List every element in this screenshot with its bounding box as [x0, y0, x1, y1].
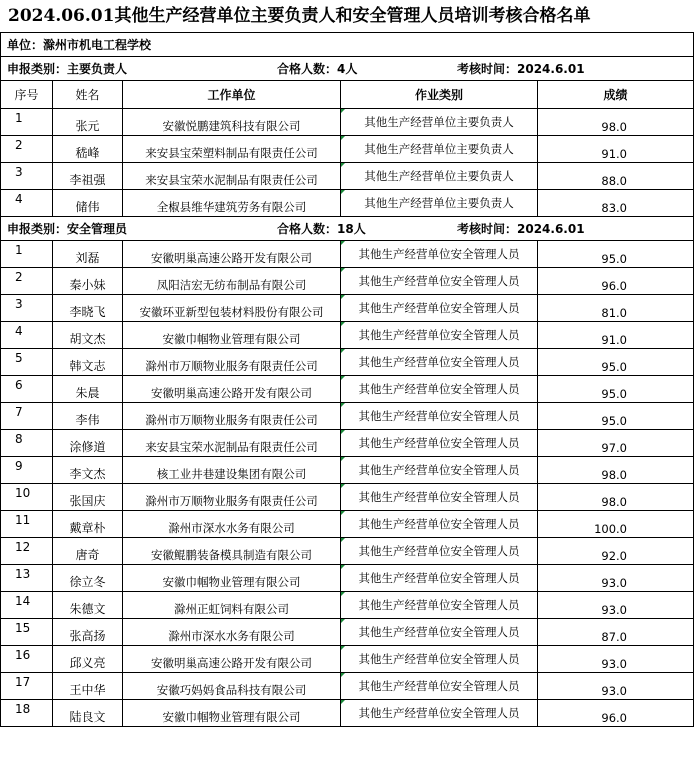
table-row [1, 592, 694, 619]
name-cell: 胡文杰 [53, 322, 123, 349]
table-row [1, 376, 694, 403]
score-cell: 93.0 [538, 565, 694, 592]
score-cell: 98.0 [538, 484, 694, 511]
seq-cell: 18 [1, 700, 53, 727]
table-row [1, 403, 694, 430]
table-row [1, 646, 694, 673]
name-cell: 徐立冬 [53, 565, 123, 592]
job-cell: 其他生产经营单位安全管理人员 [341, 484, 538, 511]
job-cell: 其他生产经营单位安全管理人员 [341, 241, 538, 268]
job-cell: 其他生产经营单位安全管理人员 [341, 565, 538, 592]
org-cell: 来安县宝荣水泥制品有限责任公司 [123, 430, 341, 457]
job-cell: 其他生产经营单位安全管理人员 [341, 592, 538, 619]
seq-cell: 4 [1, 190, 53, 217]
org-cell: 安徽巧妈妈食品科技有限公司 [123, 673, 341, 700]
roster-table [0, 32, 694, 727]
score-cell: 91.0 [538, 322, 694, 349]
passed-count: 合格人数：18人 [277, 222, 366, 236]
table-row [1, 349, 694, 376]
job-cell: 其他生产经营单位安全管理人员 [341, 403, 538, 430]
name-cell: 李晓飞 [53, 295, 123, 322]
name-cell: 李祖强 [53, 163, 123, 190]
score-cell: 95.0 [538, 376, 694, 403]
org-cell: 安徽鲲鹏装备模具制造有限公司 [123, 538, 341, 565]
org-cell: 安徽环亚新型包装材料股份有限公司 [123, 295, 341, 322]
roster-body [1, 33, 694, 727]
name-cell: 秦小妹 [53, 268, 123, 295]
job-cell: 其他生产经营单位安全管理人员 [341, 376, 538, 403]
seq-cell: 13 [1, 565, 53, 592]
table-row [1, 457, 694, 484]
table-row [1, 136, 694, 163]
org-cell: 滁州正虹饲料有限公司 [123, 592, 341, 619]
org-cell: 安徽巾帼物业管理有限公司 [123, 700, 341, 727]
name-cell: 韩文志 [53, 349, 123, 376]
org-cell: 凤阳洁宏无纺布制品有限公司 [123, 268, 341, 295]
org-cell: 安徽明巢高速公路开发有限公司 [123, 376, 341, 403]
name-cell: 张高扬 [53, 619, 123, 646]
seq-cell: 3 [1, 295, 53, 322]
org-cell: 安徽明巢高速公路开发有限公司 [123, 646, 341, 673]
table-row [1, 673, 694, 700]
job-cell: 其他生产经营单位安全管理人员 [341, 349, 538, 376]
table-row [1, 109, 694, 136]
name-cell: 李文杰 [53, 457, 123, 484]
job-cell: 其他生产经营单位安全管理人员 [341, 619, 538, 646]
score-cell: 81.0 [538, 295, 694, 322]
name-cell: 朱德文 [53, 592, 123, 619]
category-cell [1, 57, 694, 81]
header-job: 作业类别 [341, 81, 538, 109]
score-cell: 83.0 [538, 190, 694, 217]
score-cell: 93.0 [538, 646, 694, 673]
seq-cell: 16 [1, 646, 53, 673]
category-row [1, 57, 694, 81]
name-cell: 朱晨 [53, 376, 123, 403]
seq-cell: 1 [1, 109, 53, 136]
header-name: 姓名 [53, 81, 123, 109]
table-row [1, 619, 694, 646]
job-cell: 其他生产经营单位安全管理人员 [341, 295, 538, 322]
org-cell: 安徽明巢高速公路开发有限公司 [123, 241, 341, 268]
seq-cell: 4 [1, 322, 53, 349]
table-row [1, 484, 694, 511]
table-row [1, 511, 694, 538]
job-cell: 其他生产经营单位安全管理人员 [341, 538, 538, 565]
org-cell: 安徽悦鹏建筑科技有限公司 [123, 109, 341, 136]
score-cell: 100.0 [538, 511, 694, 538]
name-cell: 刘磊 [53, 241, 123, 268]
org-cell: 核工业井巷建设集团有限公司 [123, 457, 341, 484]
table-row [1, 163, 694, 190]
name-cell: 李伟 [53, 403, 123, 430]
seq-cell: 9 [1, 457, 53, 484]
seq-cell: 15 [1, 619, 53, 646]
seq-cell: 12 [1, 538, 53, 565]
score-cell: 92.0 [538, 538, 694, 565]
table-row [1, 268, 694, 295]
score-cell: 95.0 [538, 241, 694, 268]
seq-cell: 11 [1, 511, 53, 538]
name-cell: 王中华 [53, 673, 123, 700]
table-row [1, 430, 694, 457]
score-cell: 95.0 [538, 403, 694, 430]
org-cell: 来安县宝荣塑料制品有限责任公司 [123, 136, 341, 163]
exam-time: 考核时间：2024.6.01 [457, 62, 585, 76]
name-cell: 陆良文 [53, 700, 123, 727]
score-cell: 96.0 [538, 700, 694, 727]
org-cell: 来安县宝荣水泥制品有限责任公司 [123, 163, 341, 190]
job-cell: 其他生产经营单位主要负责人 [341, 163, 538, 190]
score-cell: 98.0 [538, 457, 694, 484]
score-cell: 93.0 [538, 592, 694, 619]
seq-cell: 1 [1, 241, 53, 268]
category-wrap [7, 60, 693, 77]
name-cell: 涂修道 [53, 430, 123, 457]
category-wrap [7, 220, 693, 237]
header-row [1, 81, 694, 109]
org-cell: 滁州市深水水务有限公司 [123, 511, 341, 538]
category-label: 申报类别：安全管理员 [7, 222, 128, 236]
job-cell: 其他生产经营单位安全管理人员 [341, 322, 538, 349]
job-cell: 其他生产经营单位安全管理人员 [341, 268, 538, 295]
table-row [1, 190, 694, 217]
org-cell: 滁州市万顺物业服务有限责任公司 [123, 349, 341, 376]
name-cell: 唐奇 [53, 538, 123, 565]
table-row [1, 295, 694, 322]
header-score: 成绩 [538, 81, 694, 109]
table-row [1, 565, 694, 592]
org-cell: 全椒县维华建筑劳务有限公司 [123, 190, 341, 217]
score-cell: 91.0 [538, 136, 694, 163]
score-cell: 98.0 [538, 109, 694, 136]
unit-row [1, 33, 694, 57]
header-org: 工作单位 [123, 81, 341, 109]
org-cell: 安徽巾帼物业管理有限公司 [123, 322, 341, 349]
org-cell: 滁州市深水水务有限公司 [123, 619, 341, 646]
seq-cell: 14 [1, 592, 53, 619]
score-cell: 95.0 [538, 349, 694, 376]
seq-cell: 10 [1, 484, 53, 511]
job-cell: 其他生产经营单位安全管理人员 [341, 430, 538, 457]
seq-cell: 8 [1, 430, 53, 457]
name-cell: 张国庆 [53, 484, 123, 511]
job-cell: 其他生产经营单位安全管理人员 [341, 457, 538, 484]
job-cell: 其他生产经营单位安全管理人员 [341, 673, 538, 700]
table-row [1, 241, 694, 268]
table-row [1, 322, 694, 349]
seq-cell: 3 [1, 163, 53, 190]
score-cell: 96.0 [538, 268, 694, 295]
seq-cell: 7 [1, 403, 53, 430]
org-cell: 滁州市万顺物业服务有限责任公司 [123, 403, 341, 430]
seq-cell: 6 [1, 376, 53, 403]
name-cell: 戴章朴 [53, 511, 123, 538]
category-cell [1, 217, 694, 241]
category-label: 申报类别：主要负责人 [7, 62, 128, 76]
score-cell: 93.0 [538, 673, 694, 700]
name-cell: 储伟 [53, 190, 123, 217]
table-row [1, 700, 694, 727]
seq-cell: 2 [1, 268, 53, 295]
org-cell: 滁州市万顺物业服务有限责任公司 [123, 484, 341, 511]
page-title: 2024.06.01其他生产经营单位主要负责人和安全管理人员培训考核合格名单 [8, 6, 591, 26]
job-cell: 其他生产经营单位主要负责人 [341, 190, 538, 217]
name-cell: 张元 [53, 109, 123, 136]
score-cell: 88.0 [538, 163, 694, 190]
job-cell: 其他生产经营单位安全管理人员 [341, 646, 538, 673]
exam-time: 考核时间：2024.6.01 [457, 222, 585, 236]
name-cell: 嵇峰 [53, 136, 123, 163]
name-cell: 邱义亮 [53, 646, 123, 673]
seq-cell: 2 [1, 136, 53, 163]
unit-label: 单位：滁州市机电工程学校 [1, 33, 694, 57]
passed-count: 合格人数：4人 [277, 62, 358, 76]
job-cell: 其他生产经营单位安全管理人员 [341, 700, 538, 727]
score-cell: 87.0 [538, 619, 694, 646]
header-seq: 序号 [1, 81, 53, 109]
org-cell: 安徽巾帼物业管理有限公司 [123, 565, 341, 592]
table-row [1, 538, 694, 565]
job-cell: 其他生产经营单位主要负责人 [341, 109, 538, 136]
category-row [1, 217, 694, 241]
job-cell: 其他生产经营单位主要负责人 [341, 136, 538, 163]
score-cell: 97.0 [538, 430, 694, 457]
seq-cell: 5 [1, 349, 53, 376]
job-cell: 其他生产经营单位安全管理人员 [341, 511, 538, 538]
seq-cell: 17 [1, 673, 53, 700]
